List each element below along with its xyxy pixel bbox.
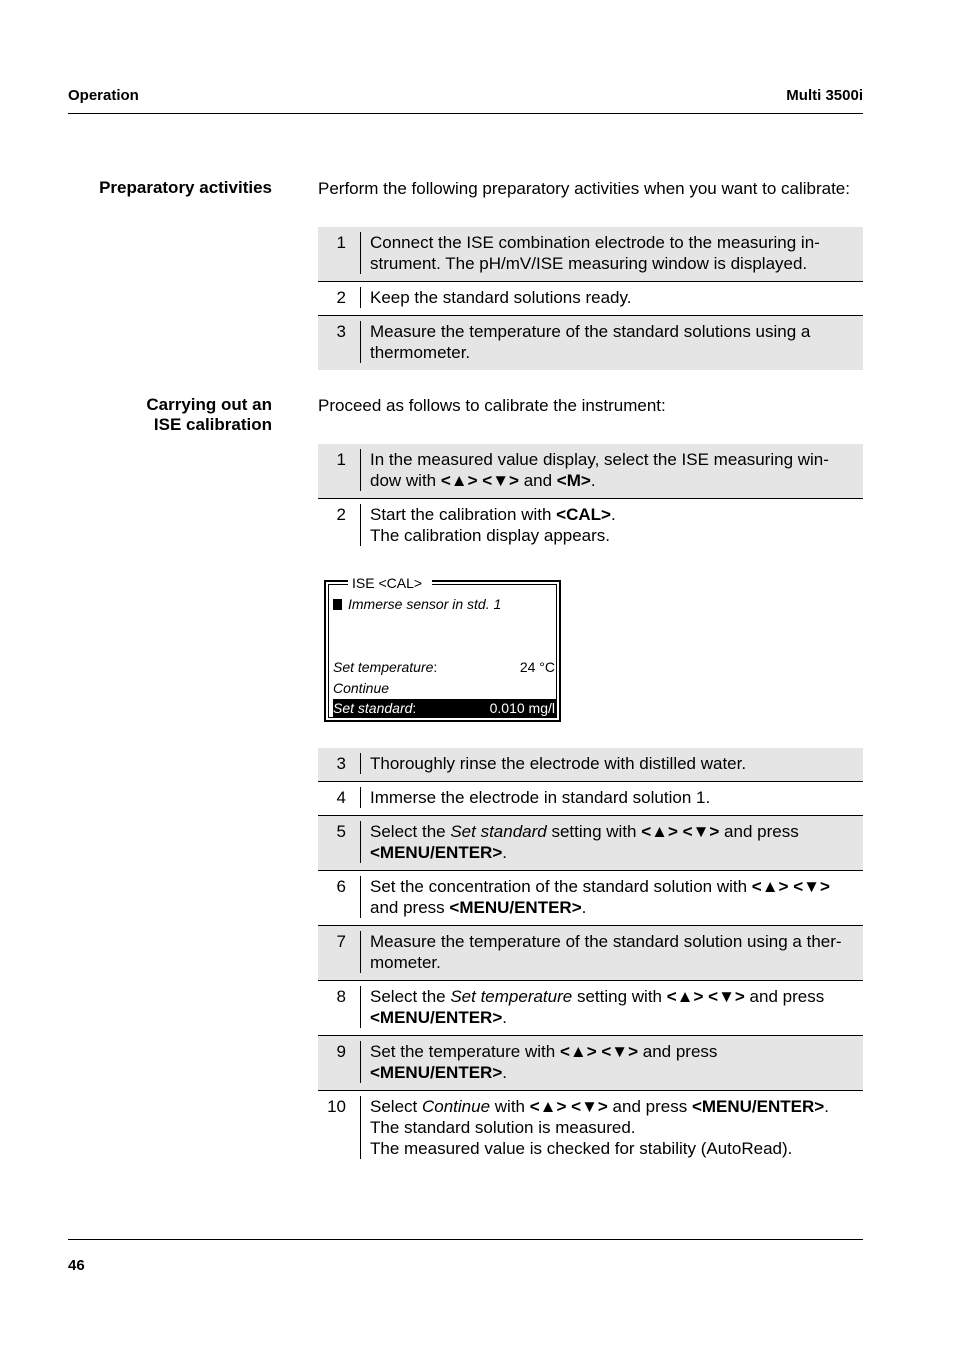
display-continue: Continue: [333, 680, 390, 696]
display-message: Immerse sensor in std. 1: [333, 595, 556, 613]
key-arrows: <▲> <▼>: [559, 1042, 639, 1061]
step-row: [318, 871, 863, 926]
key-arrows: <▲> <▼>: [751, 877, 830, 896]
step-text: Measure the temperature of the standard solution using a ther- mometer.: [370, 932, 842, 972]
step-row: [318, 499, 863, 553]
step-row: [318, 1091, 863, 1166]
calibration-steps-part1: [318, 444, 863, 553]
display-temperature-value: 24 °C: [519, 659, 555, 675]
step-number: 2: [318, 504, 361, 546]
step-text: Immerse the electrode in standard solution 1.: [370, 788, 711, 807]
calibration-heading: Carrying out an ISE calibration: [146, 395, 272, 434]
calibration-steps-part2: [318, 748, 863, 1166]
key-arrows: <▲> <▼>: [641, 822, 720, 841]
footer-rule: [68, 1239, 863, 1240]
step-text: Set the temperature with <▲> <▼> and press <MENU/ENTER>.: [370, 1042, 718, 1082]
step-row: [318, 748, 863, 782]
display-set-standard: Set standard: 0.010 mg/l: [333, 700, 555, 716]
step-number: 1: [318, 449, 361, 491]
preparatory-intro: Perform the following preparatory activities when you want to calibrate:: [318, 179, 850, 198]
step-text: Measure the temperature of the standard solutions using a thermometer.: [370, 322, 811, 362]
step-number: 3: [318, 753, 361, 774]
preparatory-heading: Preparatory activities: [99, 178, 272, 197]
step-text: Keep the standard solutions ready.: [370, 288, 632, 307]
display-standard-value: 0.010 mg/l: [489, 700, 555, 716]
step-text: In the measured value display, select the ISE measuring win- dow with <▲> <▼> and <M>.: [370, 450, 829, 490]
step-row: [318, 1036, 863, 1091]
step-text: Thoroughly rinse the electrode with distilled water.: [370, 754, 747, 773]
step-number: 2: [318, 287, 361, 308]
step-number: 7: [318, 931, 361, 973]
step-row: [318, 282, 863, 316]
key-menu-enter: <MENU/ENTER>: [691, 1097, 825, 1116]
status-square-icon: [333, 599, 342, 610]
display-frame: [328, 575, 557, 718]
step-text: Select the Set temperature setting with <▲> <▼> and press <MENU/ENTER>.: [370, 987, 825, 1027]
step-text: Start the calibration with <CAL>. The calibration display appears.: [370, 505, 616, 545]
step-row: [318, 926, 863, 981]
display-set-temperature: Set temperature: 24 °C: [333, 659, 555, 675]
step-number: 5: [318, 821, 361, 863]
step-row: [318, 981, 863, 1036]
step-number: 9: [318, 1041, 361, 1083]
key-arrows: <▲> <▼>: [440, 471, 519, 490]
step-number: 6: [318, 876, 361, 918]
key-arrows: <▲> <▼>: [529, 1097, 608, 1116]
step-text: Select the Set standard setting with <▲> <▼> and press <MENU/ENTER>.: [370, 822, 799, 862]
step-row: [318, 816, 863, 871]
key-arrows: <▲> <▼>: [666, 987, 745, 1006]
step-row: [318, 227, 863, 282]
key-menu-enter: <MENU/ENTER>: [370, 843, 503, 862]
step-number: 1: [318, 232, 361, 274]
running-header-product: Multi 3500i: [786, 87, 863, 104]
step-text: Connect the ISE combination electrode to the measuring in- strument. The pH/mV/ISE measuring window is displayed.: [370, 233, 820, 273]
step-number: 4: [318, 787, 361, 808]
key-menu-enter: <MENU/ENTER>: [370, 1008, 503, 1027]
key-m: <M>: [556, 471, 591, 490]
step-row: [318, 316, 863, 370]
calibration-intro: Proceed as follows to calibrate the instrument:: [318, 396, 666, 415]
step-number: 8: [318, 986, 361, 1028]
step-row: [318, 782, 863, 816]
step-number: 3: [318, 321, 361, 363]
step-text: Select Continue with <▲> <▼> and press <MENU/ENTER>. The standard solution is measured. The measured value is checked for stability (AutoRead).: [370, 1097, 829, 1158]
preparatory-steps: [318, 227, 863, 370]
step-number: 10: [318, 1096, 361, 1159]
running-header-section: Operation: [68, 87, 139, 104]
step-text: Set the concentration of the standard solution with <▲> <▼> and press <MENU/ENTER>.: [370, 877, 830, 917]
calibration-display: [324, 575, 561, 722]
step-row: [318, 444, 863, 499]
header-rule: [68, 113, 863, 114]
key-menu-enter: <MENU/ENTER>: [449, 898, 582, 917]
key-menu-enter: <MENU/ENTER>: [370, 1063, 503, 1082]
page-number: 46: [68, 1257, 85, 1274]
display-title: ISE <CAL>: [348, 575, 432, 591]
key-cal: <CAL>: [556, 505, 611, 524]
